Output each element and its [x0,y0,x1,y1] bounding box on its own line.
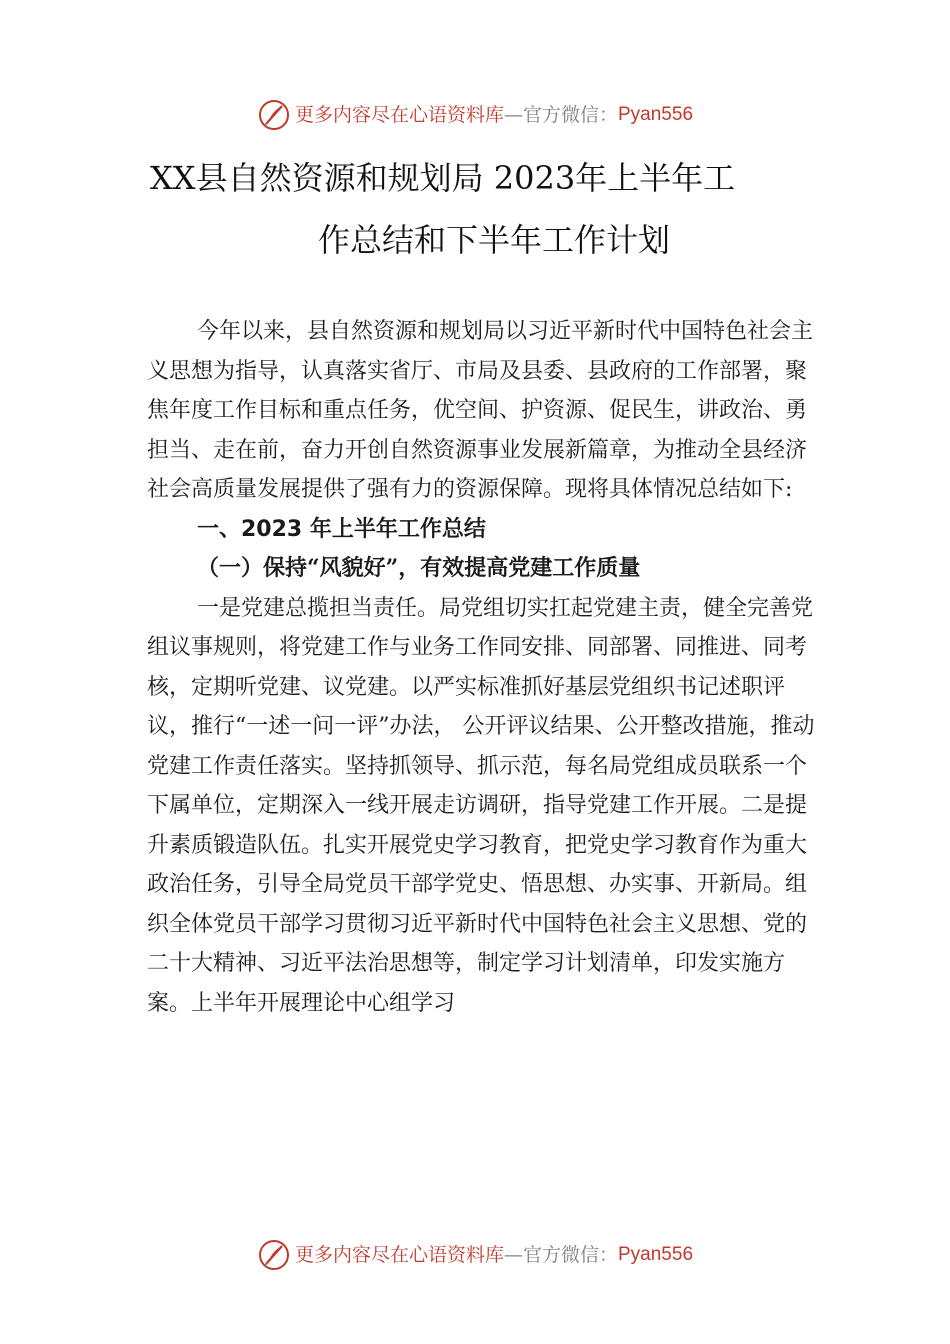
watermark-dash: — [503,104,523,126]
subsection-heading: （一）保持“风貌好”，有效提高党建工作质量 [197,555,641,581]
quill-logo-icon [257,1238,291,1272]
watermark-dash: — [503,1244,523,1266]
document-title-line-2: 作总结和下半年工作计划 [318,221,671,259]
watermark-footer [0,1238,950,1272]
watermark-header [0,98,950,132]
watermark-wechat-id: Pyan556 [618,1244,694,1265]
body-paragraph: 一是党建总揽担当责任。局党组切实扛起党建主责，健全完善党组议事规则，将党建工作与业务工作同安排、同部署、同推进、同考核，定期听党建、议党建。以严实标准抓好基层党组织书记述职评议，推行“一述一问一评”办法， 公开评议结果、公开整改措施，推动党建工作责任落实。坚持抓领导、抓示范，每名局党组成员联系一个下属单位，定期深入一线开展走访调研，指导党建工作开展。二是提升素质锻造队伍。扎实开展党史学习教育，把党史学习教育作为重大政治任务，引导全局党员干部学党史、悟思想、办实事、开新局。组织全体党员干部学习贯彻习近平新时代中国特色社会主义思想、党的二十大精神、习近平法治思想等，制定学习计划清单，印发实施方案。上半年开展理论中心组学习 [147,595,815,1016]
watermark-wechat-id: Pyan556 [618,104,694,125]
watermark-wechat-label: 官方微信： [522,104,618,126]
watermark-brand: 更多内容尽在心语资料库 [294,1244,504,1266]
watermark-wechat-label: 官方微信： [522,1244,618,1266]
watermark-brand: 更多内容尽在心语资料库 [294,104,504,126]
document-title-line-1: XX县自然资源和规划局 2023年上半年工 [150,159,736,197]
intro-paragraph: 今年以来，县自然资源和规划局以习近平新时代中国特色社会主义思想为指导，认真落实省厅、市局及县委、县政府的工作部署，聚焦年度工作目标和重点任务，优空间、护资源、促民生，讲政治、勇担当、走在前，奋力开创自然资源事业发展新篇章，为推动全县经济社会高质量发展提供了强有力的资源保障。现将具体情况总结如下: [147,319,814,502]
quill-logo-icon [257,98,291,132]
section-heading: 一、2023 年上半年工作总结 [197,516,486,542]
document-body [147,312,819,1023]
